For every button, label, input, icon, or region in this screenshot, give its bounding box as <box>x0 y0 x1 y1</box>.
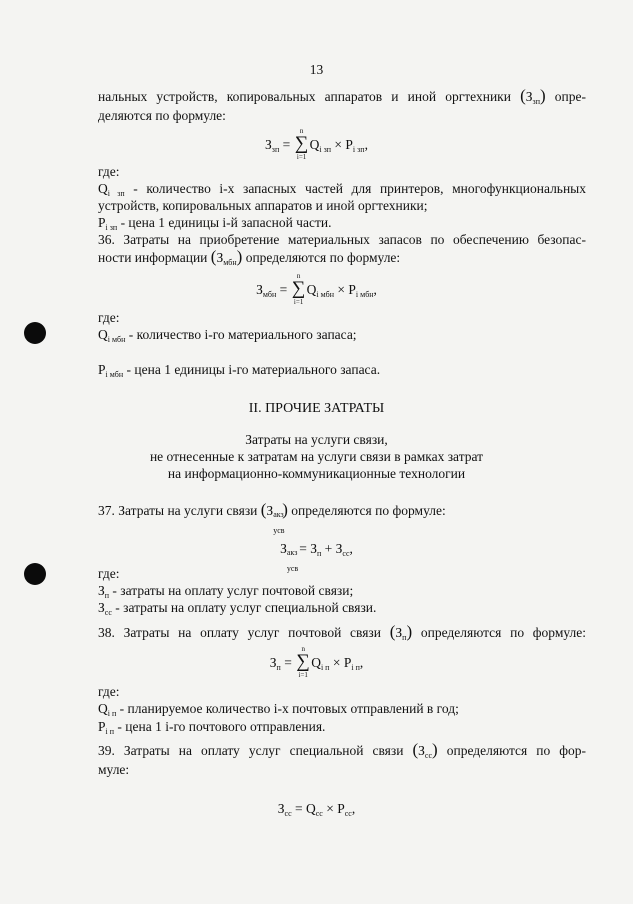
paragraph-line: ности информации $(З_{мбн})$ определяются по формуле: <box>98 247 401 267</box>
paragraph-line: 37. Затраты на услуги связи (З акз усв ) определяются по формуле: <box>98 500 446 535</box>
definition-line: $P_{i мбн}$ - цена 1 единицы i-го материального запаса. <box>98 362 381 379</box>
punch-hole-mark <box>24 563 46 585</box>
definition-line: $Q_{i мбн}$ - количество i-го материального запаса; <box>98 327 357 344</box>
paragraph-line: деляются по формуле: <box>98 108 226 123</box>
definition-line: $З_{сс}$ - затраты на оплату услуг специальной связи. <box>98 600 377 617</box>
paragraph-line: где: <box>98 164 120 179</box>
formula-zp-post: $З_п$ = n ∑ i=1 $Q_{i п} \times P_{i п}$, <box>269 645 364 679</box>
paragraph-line: 36. Затраты на приобретение материальных запасов по обеспечению безопас- <box>98 232 586 247</box>
definition-line: $Q_{i п}$ - планируемое количество i-х почтовых отправлений в год; <box>98 701 459 718</box>
definition-line: устройств, копировальных аппаратов и иной оргтехники; <box>98 198 428 213</box>
subsection-title: Затраты на услуги связи, <box>245 432 388 447</box>
section-title: II. ПРОЧИЕ ЗАТРАТЫ <box>248 401 385 416</box>
formula-zusv: З акз усв = $З_п + З_{сс}$, <box>280 541 353 573</box>
definition-line: $P_{i зп}$ - цена 1 единицы i-й запасной части. <box>98 215 332 232</box>
paragraph-line: муле: <box>98 762 130 777</box>
formula-zss: $З_{сс} = Q_{сс} \times P_{сс}$, <box>277 801 356 818</box>
formula-zmbn: $З_{мбн}$ = n ∑ i=1 $Q_{i мбн} \times P_{i мбн}$, <box>256 272 377 306</box>
definition-line: $Q_{i зп}$ - количество i-х запасных частей для принтеров, многофункциональных <box>98 181 587 198</box>
formula-zp: $З_{зп}$ = n ∑ i=1 $Q_{i зп} \times P_{i зп}$, <box>265 127 368 161</box>
subsection-title: на информационно-коммуникационные технологии <box>167 466 466 481</box>
paragraph-line: где: <box>98 310 120 325</box>
definition-line: $P_{i п}$ - цена 1 i-го почтового отправления. <box>98 719 326 736</box>
paragraph-line: нальных устройств, копировальных аппаратов и иной оргтехники $(З_{зп})$ опре- <box>98 86 587 106</box>
page-number: 13 <box>309 62 324 77</box>
paragraph-line: 38. Затраты на оплату услуг почтовой связи $(З_п)$ определяются по формуле: <box>98 622 587 642</box>
subsection-title: не отнесенные к затратам на услуги связи в рамках затрат <box>149 449 484 464</box>
paragraph-line: где: <box>98 684 120 699</box>
paragraph-line: где: <box>98 566 120 581</box>
punch-hole-mark <box>24 322 46 344</box>
definition-line: $З_п$ - затраты на оплату услуг почтовой связи; <box>98 583 354 600</box>
paragraph-line: 39. Затраты на оплату услуг специальной связи $(З_{сс})$ определяются по фор- <box>98 740 587 760</box>
